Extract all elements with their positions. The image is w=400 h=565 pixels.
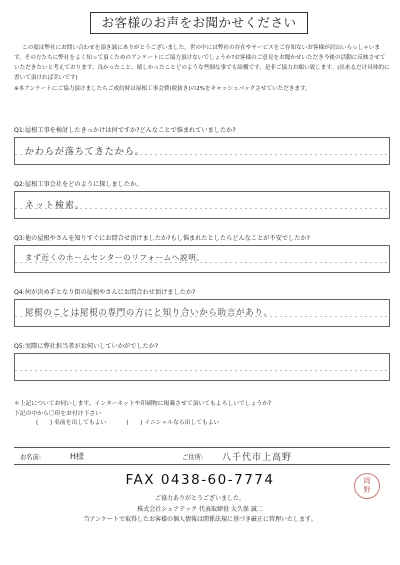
answer-3-box[interactable] — [14, 245, 390, 273]
consent-question: ＊上記についてお伺いします。インターネットや印刷物に掲載させて頂いてもよろしいでしょうか? — [14, 401, 272, 407]
fax-number: FAX 0438-60-7774 — [125, 472, 275, 488]
address-label: ご住所: — [182, 453, 204, 461]
footer-company: 株式会社シェアテック 代表取締役 大久保 誠二 — [137, 505, 263, 513]
answer-1-box[interactable] — [14, 137, 390, 165]
customer-info-row — [14, 447, 390, 465]
stamp-char-2: 野 — [363, 486, 371, 494]
publication-consent — [14, 400, 390, 429]
question-2-label: Q2:屋根工事会社をどのように探しましたか。 — [14, 181, 143, 188]
cashback-note: ※本アンケートにご協力頂けましたらご成約時は屋根工事会費(税抜き)の2%をキャッシュバックさせていただきます。 — [14, 86, 311, 92]
answer-2-box[interactable] — [14, 191, 390, 219]
intro-paragraph: この度は弊社にお問い合わせを頂き誠にありがとうございました。世の中には弊社の存在やサービスをご存知ないお客様が沢山いらっしゃいます。その方たちに弊社をよく知って頂くためのアンケートにご協力頂けないでしょうか?お客様のご意見をお聞かせいただき今後の活動に反映させていただきたいと考えております。良かったこと、嬉しかったことどのような些細な事でも結構です。是非ご協力お願い致します。(出来るだけ具体的に書いて頂ければ幸いです) — [14, 45, 390, 81]
footer-privacy: 当アンケートで取得したお客様の個人情報は関係法規に基づき厳正に管理いたします。 — [83, 516, 317, 523]
question-2 — [14, 180, 390, 219]
question-5-label: Q5:実際に弊社担当者がお伺いしていかがでしたか? — [14, 343, 159, 350]
question-5 — [14, 342, 390, 381]
question-1 — [14, 126, 390, 165]
page-title: お客様のお声をお聞かせください — [90, 12, 308, 34]
address-field[interactable]: 八千代市上高野 — [222, 452, 293, 463]
consent-instruction: 下記の中から〇印をお付け下さい — [14, 410, 101, 417]
consent-option-initial[interactable]: ( ) イニシャルなら出してもよい — [126, 419, 219, 429]
answer-3-text: まず近くのホームセンターのリフォームへ説明。 — [25, 253, 205, 262]
name-label: お名前: — [20, 453, 42, 461]
answer-5-box[interactable] — [14, 353, 390, 381]
consent-option-name[interactable]: ( ) 名前を出してもよい — [36, 419, 106, 429]
consent-options — [36, 419, 390, 429]
footer-thanks: ご協力ありがとうございました。 — [154, 495, 245, 502]
question-3-label: Q3:他の屋根やさんを知りすぐにお問合せ頂けましたか?もし悩まれたとしたらどんなことが不安でしたか? — [14, 235, 310, 242]
question-4-label: Q4:何が決め手となり街の屋根やさんにお問合わせ頂けましたか? — [14, 289, 196, 296]
footer — [0, 494, 400, 526]
answer-1-text: かわらが落ちてきたから。 — [25, 147, 145, 157]
question-3 — [14, 234, 390, 273]
answer-4-box[interactable] — [14, 299, 390, 327]
answer-4-text: 屋根のことは屋根の専門の方にと知り合いから助言があり。 — [25, 307, 273, 317]
intro-text — [14, 43, 390, 94]
stamp-char-1: 岡 — [363, 477, 371, 485]
question-1-label: Q1:屋根工事を検討したきっかけは何ですか?どんなことで悩まれていましたか? — [14, 127, 236, 134]
consent-option-initial-label: イニシャルなら出してもよい — [144, 420, 220, 427]
consent-option-name-label: 名前を出してもよい — [54, 420, 107, 427]
answer-2-text: ネット検索。 — [25, 201, 86, 211]
question-4 — [14, 288, 390, 327]
name-field[interactable]: H様 — [70, 451, 85, 461]
